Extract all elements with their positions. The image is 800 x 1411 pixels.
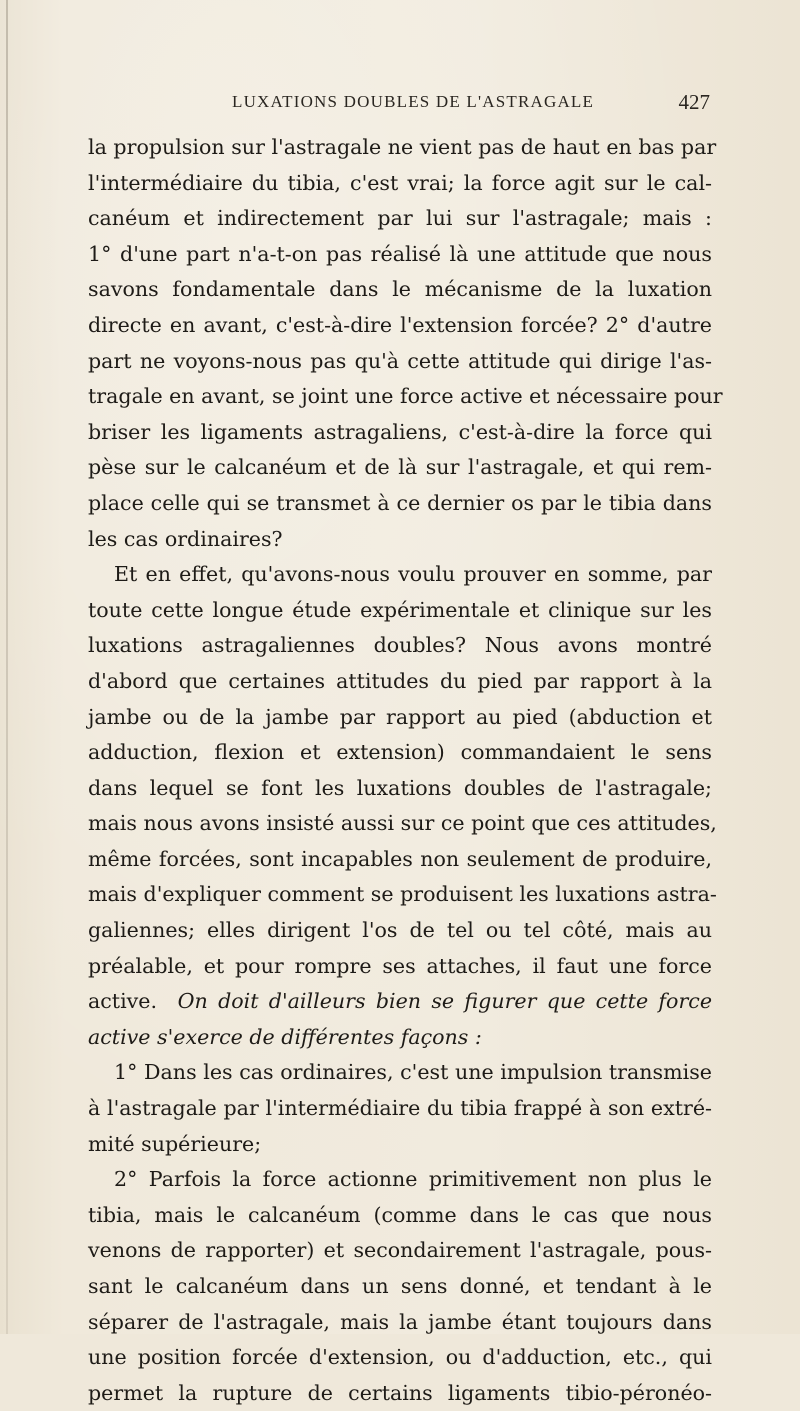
text-line: même forcées, sont incapables non seulement de produire, (88, 846, 712, 871)
text-line: d'abord que certaines attitudes du pied par rapport à la (88, 668, 712, 693)
text-line: 1° d'une part n'a-t-on pas réalisé là une attitude que nous (88, 241, 712, 266)
text-line: canéum et indirectement par lui sur l'astragale; mais : (88, 206, 712, 231)
italic-line: active s'exerce de différentes façons : (88, 1024, 482, 1049)
text-line: une position forcée d'extension, ou d'adduction, etc., qui (88, 1345, 712, 1370)
running-head: LUXATIONS DOUBLES DE L'ASTRAGALE (232, 92, 595, 111)
text-line: pèse sur le calcanéum et de là sur l'astragale, et qui rem- (88, 455, 712, 480)
text-line: préalable, et pour rompre ses attaches, il faut une force (88, 953, 712, 978)
text-line: toute cette longue étude expérimentale et clinique sur les (88, 597, 712, 622)
text-line: dans lequel se font les luxations doubles de l'astragale; (88, 775, 712, 800)
paragraph-end-line: mité supérieure; (88, 1131, 262, 1156)
text-line: tragale en avant, se joint une force active et nécessaire pour (88, 384, 723, 409)
paragraph-end-line: les cas ordinaires? (88, 526, 283, 551)
body-text (88, 130, 723, 1411)
text-run: active. (88, 989, 158, 1014)
text-line: séparer de l'astragale, mais la jambe étant toujours dans (88, 1309, 712, 1334)
text-line: l'intermédiaire du tibia, c'est vrai; la force agit sur le cal- (88, 170, 712, 195)
text-line: venons de rapporter) et secondairement l'astragale, pous- (88, 1238, 712, 1263)
text-line: place celle qui se transmet à ce dernier os par le tibia dans (88, 490, 712, 515)
text-line: à l'astragale par l'intermédiaire du tibia frappé à son extré- (88, 1096, 712, 1121)
text-line: permet la rupture de certains ligaments tibio-péronéo- (88, 1380, 712, 1405)
text-line: mais nous avons insisté aussi sur ce point que ces attitudes, (88, 811, 717, 836)
text-line: briser les ligaments astragaliens, c'est-à-dire la force qui (88, 419, 712, 444)
mixed-style-line (88, 984, 712, 1020)
text-line: luxations astragaliennes doubles? Nous avons montré (88, 633, 712, 658)
binding-edge (6, 0, 8, 1334)
text-line: tibia, mais le calcanéum (comme dans le cas que nous (88, 1202, 712, 1227)
text-line: directe en avant, c'est-à-dire l'extension forcée? 2° d'autre (88, 312, 712, 337)
text-line: sant le calcanéum dans un sens donné, et tendant à le (88, 1274, 712, 1298)
paragraph-first-line: Et en effet, qu'avons-nous voulu prouver en somme, par (114, 562, 712, 587)
list-item-first-line: 2° Parfois la force actionne primitivement non plus le (114, 1167, 712, 1192)
text-line: adduction, flexion et extension) commandaient le sens (88, 740, 712, 765)
text-line: savons fondamentale dans le mécanisme de la luxation (88, 277, 712, 302)
page-number: 427 (678, 90, 710, 114)
list-item-first-line: 1° Dans les cas ordinaires, c'est une impulsion transmise (114, 1060, 712, 1085)
text-line: mais d'expliquer comment se produisent les luxations astra- (88, 882, 717, 907)
italic-text-run: On doit d'ailleurs bien se figurer que cette force (177, 989, 713, 1014)
text-line: la propulsion sur l'astragale ne vient pas de haut en bas par (88, 135, 717, 159)
text-line: jambe ou de la jambe par rapport au pied (abduction et (88, 704, 712, 729)
text-line: part ne voyons-nous pas qu'à cette attitude qui dirige l'as- (88, 348, 712, 373)
text-line: galiennes; elles dirigent l'os de tel ou tel côté, mais au (88, 918, 712, 943)
page-header (232, 88, 710, 118)
